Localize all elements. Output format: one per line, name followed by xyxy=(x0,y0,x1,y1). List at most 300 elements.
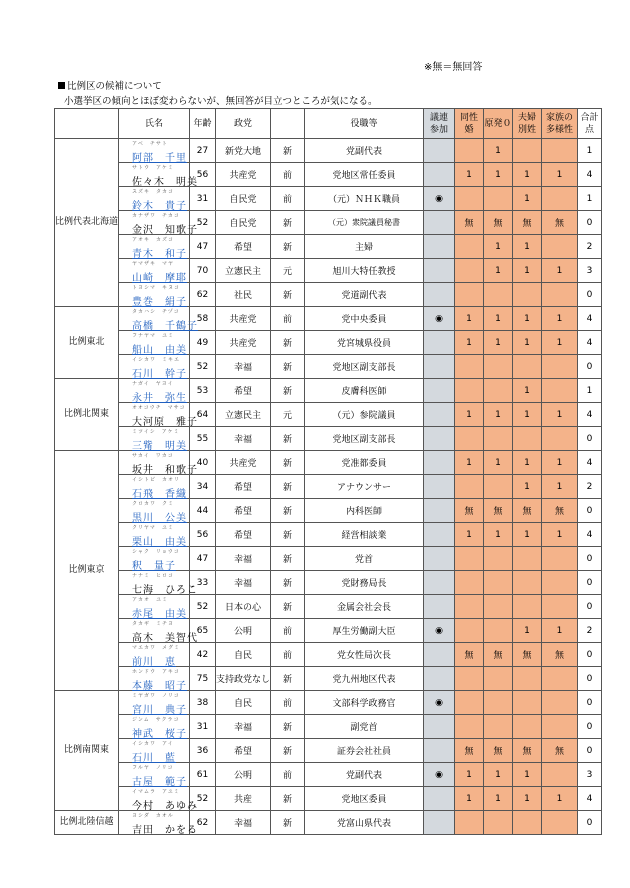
table-row xyxy=(55,307,602,331)
status-cell: 新 xyxy=(271,355,305,379)
fufu-cell: 1 xyxy=(513,163,542,187)
total-cell: 2 xyxy=(578,475,602,499)
fufu-cell: 1 xyxy=(513,331,542,355)
fufu-cell xyxy=(513,571,542,595)
dousei-cell xyxy=(455,187,484,211)
giren-cell xyxy=(424,475,455,499)
genpatsu-cell: 1 xyxy=(484,787,513,811)
fufu-cell: 無 xyxy=(513,643,542,667)
age-cell: 40 xyxy=(190,451,216,475)
total-cell: 0 xyxy=(578,355,602,379)
status-cell: 新 xyxy=(271,739,305,763)
candidate-name: 大河原 雅子 xyxy=(132,417,199,428)
candidate-name-link[interactable]: 鈴木 貴子 xyxy=(132,201,188,212)
fufu-cell: 1 xyxy=(513,523,542,547)
genpatsu-cell: 1 xyxy=(484,451,513,475)
furigana: ミツイシ アケミ xyxy=(132,429,180,435)
genpatsu-cell xyxy=(484,619,513,643)
genpatsu-cell: 1 xyxy=(484,163,513,187)
age-cell: 49 xyxy=(190,331,216,355)
title-cell: （元）ＮＨＫ職員 xyxy=(305,187,424,211)
status-cell: 新 xyxy=(271,331,305,355)
candidate-name-cell[interactable] xyxy=(119,187,190,211)
table-body xyxy=(55,139,602,835)
table-row xyxy=(55,739,602,763)
age-cell: 47 xyxy=(190,547,216,571)
status-cell: 新 xyxy=(271,499,305,523)
giren-cell xyxy=(424,523,455,547)
dousei-cell xyxy=(455,691,484,715)
candidate-name-cell[interactable] xyxy=(119,379,190,403)
total-cell: 4 xyxy=(578,331,602,355)
giren-cell xyxy=(424,163,455,187)
age-cell: 47 xyxy=(190,235,216,259)
kazoku-cell xyxy=(542,763,578,787)
candidate-name-cell[interactable] xyxy=(119,643,190,667)
genpatsu-cell: 無 xyxy=(484,739,513,763)
party-cell: 共産 xyxy=(216,787,271,811)
title-cell: 党女性局次長 xyxy=(305,643,424,667)
fufu-cell: 1 xyxy=(513,235,542,259)
candidate-name-cell[interactable] xyxy=(119,739,190,763)
party-cell: 立憲民主 xyxy=(216,403,271,427)
total-cell: 1 xyxy=(578,187,602,211)
giren-cell xyxy=(424,547,455,571)
giren-cell xyxy=(424,235,455,259)
status-cell: 新 xyxy=(271,667,305,691)
legend-note: ※無＝無回答 xyxy=(424,62,483,73)
candidate-name-link[interactable]: 栗山 由美 xyxy=(132,537,188,548)
kazoku-cell: 1 xyxy=(542,523,578,547)
header-genpatsu: 原発０ xyxy=(484,109,513,139)
furigana: シャク リョウコ xyxy=(132,549,180,555)
furigana: イマムラ アユミ xyxy=(132,789,180,795)
table-row xyxy=(55,355,602,379)
kazoku-cell: 1 xyxy=(542,403,578,427)
fufu-cell: 無 xyxy=(513,499,542,523)
table-row xyxy=(55,427,602,451)
status-cell: 新 xyxy=(271,475,305,499)
age-cell: 70 xyxy=(190,259,216,283)
candidate-name-link[interactable]: 永井 弥生 xyxy=(132,393,188,404)
party-cell: 希望 xyxy=(216,739,271,763)
section-title xyxy=(58,78,162,92)
party-cell: 自民 xyxy=(216,691,271,715)
total-cell: 4 xyxy=(578,787,602,811)
title-cell: 党道副代表 xyxy=(305,283,424,307)
furigana: アカオ ユミ xyxy=(132,597,168,603)
block-name: 比例東京 xyxy=(55,451,119,691)
genpatsu-cell: 1 xyxy=(484,139,513,163)
kazoku-cell: 1 xyxy=(542,475,578,499)
candidate-name-link[interactable]: 三觜 明美 xyxy=(132,441,188,452)
giren-cell xyxy=(424,331,455,355)
furigana: マエカワ メグミ xyxy=(132,645,181,651)
block-name: 比例北陸信越 xyxy=(55,811,119,835)
age-cell: 58 xyxy=(190,307,216,331)
table-row xyxy=(55,547,602,571)
header-fufu xyxy=(513,109,542,139)
fufu-cell xyxy=(513,595,542,619)
age-cell: 38 xyxy=(190,691,216,715)
kazoku-cell: 無 xyxy=(542,739,578,763)
giren-cell xyxy=(424,379,455,403)
title-cell: 党九州地区代表 xyxy=(305,667,424,691)
total-cell: 0 xyxy=(578,499,602,523)
table-row xyxy=(55,451,602,475)
candidate-name-cell[interactable] xyxy=(119,355,190,379)
candidate-name-cell[interactable] xyxy=(119,235,190,259)
fufu-cell xyxy=(513,691,542,715)
candidate-name-link[interactable]: 宮川 典子 xyxy=(132,705,188,716)
age-cell: 62 xyxy=(190,811,216,835)
giren-cell xyxy=(424,451,455,475)
age-cell: 62 xyxy=(190,283,216,307)
header-block xyxy=(55,109,119,139)
title-cell: 内科医師 xyxy=(305,499,424,523)
table-row xyxy=(55,163,602,187)
candidate-name-cell[interactable] xyxy=(119,475,190,499)
status-cell: 新 xyxy=(271,787,305,811)
status-cell: 新 xyxy=(271,427,305,451)
age-cell: 42 xyxy=(190,643,216,667)
title-cell: 党副代表 xyxy=(305,763,424,787)
candidate-name-cell[interactable] xyxy=(119,307,199,332)
title-cell: 党中央委員 xyxy=(305,307,424,331)
status-cell: 新 xyxy=(271,211,305,235)
dousei-cell xyxy=(455,379,484,403)
candidate-name-cell[interactable] xyxy=(119,763,190,787)
dousei-cell xyxy=(455,667,484,691)
candidate-name-cell[interactable] xyxy=(119,283,190,307)
age-cell: 34 xyxy=(190,475,216,499)
dousei-cell: 1 xyxy=(455,403,484,427)
giren-cell xyxy=(424,211,455,235)
furigana: イシトビ カオリ xyxy=(132,477,181,483)
total-cell: 0 xyxy=(578,715,602,739)
giren-cell xyxy=(424,811,455,835)
age-cell: 61 xyxy=(190,763,216,787)
dousei-cell: 無 xyxy=(455,211,484,235)
total-cell: 0 xyxy=(578,595,602,619)
title-cell: 旭川大特任教授 xyxy=(305,259,424,283)
candidate-name: 金沢 知歌子 xyxy=(132,225,199,236)
genpatsu-cell xyxy=(484,667,513,691)
status-cell: 新 xyxy=(271,451,305,475)
genpatsu-cell xyxy=(484,379,513,403)
table-row xyxy=(55,811,602,835)
title-cell: 党副代表 xyxy=(305,139,424,163)
kazoku-cell xyxy=(542,283,578,307)
kazoku-cell: 1 xyxy=(542,163,578,187)
title-cell: 党地区委員 xyxy=(305,787,424,811)
candidate-name: 吉田 かをる xyxy=(132,825,199,836)
fufu-cell xyxy=(513,355,542,379)
block-name: 比例代表北海道 xyxy=(55,139,119,307)
fufu-cell xyxy=(513,667,542,691)
title-cell: 証券会社社員 xyxy=(305,739,424,763)
table-row xyxy=(55,475,602,499)
block-name: 比例南関東 xyxy=(55,691,119,811)
candidate-name: 高木 美智代 xyxy=(132,633,199,644)
party-cell: 共産党 xyxy=(216,451,271,475)
title-cell: 党富山県代表 xyxy=(305,811,424,835)
candidate-name-link[interactable]: 釈 量子 xyxy=(132,561,177,572)
table-row xyxy=(55,523,602,547)
genpatsu-cell xyxy=(484,283,513,307)
dousei-cell: 1 xyxy=(455,787,484,811)
giren-cell xyxy=(424,571,455,595)
candidate-name-cell[interactable] xyxy=(119,427,190,451)
dousei-cell xyxy=(455,355,484,379)
fufu-cell xyxy=(513,715,542,739)
genpatsu-cell xyxy=(484,187,513,211)
status-cell: 元 xyxy=(271,259,305,283)
candidate-name-cell[interactable] xyxy=(119,715,190,739)
party-cell: 幸福 xyxy=(216,811,271,835)
total-cell: 0 xyxy=(578,811,602,835)
title-cell: 文部科学政務官 xyxy=(305,691,424,715)
table-row xyxy=(55,571,602,595)
candidate-name-link[interactable]: 石川 幹子 xyxy=(132,369,188,380)
total-cell: 0 xyxy=(578,547,602,571)
table-row xyxy=(55,259,602,283)
genpatsu-cell: 1 xyxy=(484,523,513,547)
giren-cell xyxy=(424,403,455,427)
genpatsu-cell: 無 xyxy=(484,211,513,235)
dousei-cell: 無 xyxy=(455,499,484,523)
genpatsu-cell: 1 xyxy=(484,259,513,283)
dousei-cell xyxy=(455,259,484,283)
candidate-name-link[interactable]: 高橋 千鶴子 xyxy=(132,321,199,332)
header-dousei xyxy=(455,109,484,139)
status-cell: 新 xyxy=(271,235,305,259)
furigana: イシカワ アイ xyxy=(132,741,174,747)
furigana: ジンム サクラコ xyxy=(132,717,180,723)
status-cell: 新 xyxy=(271,379,305,403)
candidate-name-link[interactable]: 阿部 千里 xyxy=(132,153,188,164)
fufu-cell: 1 xyxy=(513,763,542,787)
dousei-cell xyxy=(455,547,484,571)
age-cell: 31 xyxy=(190,715,216,739)
candidate-name-cell xyxy=(119,787,199,812)
candidate-name-cell[interactable] xyxy=(119,259,190,283)
candidate-name-link[interactable]: 前川 恵 xyxy=(132,657,177,668)
kazoku-cell xyxy=(542,595,578,619)
furigana: クロカワ クミ xyxy=(132,501,175,507)
party-cell: 自民党 xyxy=(216,211,271,235)
table-row xyxy=(55,715,602,739)
kazoku-cell xyxy=(542,715,578,739)
genpatsu-cell: 1 xyxy=(484,235,513,259)
genpatsu-cell xyxy=(484,355,513,379)
header-status xyxy=(271,109,305,139)
dousei-cell: 1 xyxy=(455,763,484,787)
candidate-name-link[interactable]: 青木 和子 xyxy=(132,249,188,260)
party-cell: 希望 xyxy=(216,475,271,499)
age-cell: 56 xyxy=(190,163,216,187)
fufu-cell: 1 xyxy=(513,379,542,403)
giren-cell xyxy=(424,787,455,811)
furigana: ミヤガワ ノリコ xyxy=(132,693,180,699)
status-cell: 前 xyxy=(271,187,305,211)
furigana: アベ チサト xyxy=(132,141,168,147)
title-cell: 党宮城県役員 xyxy=(305,331,424,355)
furigana: サトウ アケミ xyxy=(132,165,174,171)
status-cell: 新 xyxy=(271,547,305,571)
header-fufu-text: 夫婦別姓 xyxy=(518,112,537,135)
giren-cell: ◉ xyxy=(424,619,455,643)
title-cell: 皮膚科医師 xyxy=(305,379,424,403)
age-cell: 75 xyxy=(190,667,216,691)
furigana: アオキ カズコ xyxy=(132,237,174,243)
candidate-name-link[interactable]: 本藤 昭子 xyxy=(132,681,188,692)
total-cell: 0 xyxy=(578,691,602,715)
total-cell: 4 xyxy=(578,451,602,475)
kazoku-cell: 1 xyxy=(542,331,578,355)
candidate-name-link[interactable]: 黒川 公美 xyxy=(132,513,188,524)
dousei-cell xyxy=(455,595,484,619)
kazoku-cell xyxy=(542,547,578,571)
title-cell: （元）参院議員 xyxy=(305,403,424,427)
fufu-cell: 無 xyxy=(513,211,542,235)
header-name: 氏名 xyxy=(119,109,190,139)
kazoku-cell: 無 xyxy=(542,499,578,523)
total-cell: 0 xyxy=(578,211,602,235)
candidate-name-cell xyxy=(119,811,199,836)
candidate-name-cell[interactable] xyxy=(119,523,190,547)
candidate-name-cell[interactable] xyxy=(119,139,190,163)
giren-cell xyxy=(424,259,455,283)
table-row xyxy=(55,643,602,667)
party-cell: 幸福 xyxy=(216,355,271,379)
fufu-cell xyxy=(513,811,542,835)
party-cell: 自民 xyxy=(216,643,271,667)
status-cell: 新 xyxy=(271,283,305,307)
header-kazoku-text: 家族の多様性 xyxy=(546,112,574,135)
table-row xyxy=(55,667,602,691)
giren-cell: ◉ xyxy=(424,307,455,331)
title-cell: 党地区副支部長 xyxy=(305,355,424,379)
kazoku-cell: 無 xyxy=(542,643,578,667)
candidate-table xyxy=(54,108,602,835)
party-cell: 希望 xyxy=(216,235,271,259)
candidate-name-cell xyxy=(119,619,199,644)
candidate-name-cell[interactable] xyxy=(119,499,190,523)
party-cell: 共産党 xyxy=(216,307,271,331)
candidate-name-link[interactable]: 豊巻 絹子 xyxy=(132,297,188,308)
fufu-cell xyxy=(513,547,542,571)
furigana: ヤマザキ マヤ xyxy=(132,261,175,267)
header-title: 役職等 xyxy=(305,109,424,139)
genpatsu-cell: 無 xyxy=(484,643,513,667)
furigana: フルヤ ノリコ xyxy=(132,765,174,771)
age-cell: 52 xyxy=(190,787,216,811)
candidate-name-link[interactable]: 古屋 範子 xyxy=(132,777,188,788)
table-row xyxy=(55,403,602,427)
age-cell: 52 xyxy=(190,211,216,235)
kazoku-cell xyxy=(542,667,578,691)
candidate-name-cell[interactable] xyxy=(119,547,190,571)
title-cell: 党地区副支部長 xyxy=(305,427,424,451)
party-cell: 公明 xyxy=(216,763,271,787)
candidate-name-cell[interactable] xyxy=(119,595,190,619)
status-cell: 前 xyxy=(271,643,305,667)
header-giren-text: 議連参加 xyxy=(430,112,449,135)
fufu-cell: 1 xyxy=(513,787,542,811)
status-cell: 新 xyxy=(271,139,305,163)
candidate-name-link[interactable]: 石川 藍 xyxy=(132,753,177,764)
genpatsu-cell: 1 xyxy=(484,307,513,331)
header-age: 年齢 xyxy=(190,109,216,139)
status-cell: 新 xyxy=(271,811,305,835)
title-cell: 主婦 xyxy=(305,235,424,259)
kazoku-cell xyxy=(542,355,578,379)
title-cell: 経営相談業 xyxy=(305,523,424,547)
party-cell: 幸福 xyxy=(216,571,271,595)
furigana: クリヤマ ユミ xyxy=(132,525,174,531)
genpatsu-cell: 1 xyxy=(484,403,513,427)
kazoku-cell: 無 xyxy=(542,211,578,235)
total-cell: 3 xyxy=(578,763,602,787)
title-cell: 党准都委員 xyxy=(305,451,424,475)
fufu-cell: 1 xyxy=(513,307,542,331)
kazoku-cell: 1 xyxy=(542,787,578,811)
candidate-name-link[interactable]: 石飛 香織 xyxy=(132,489,188,500)
kazoku-cell xyxy=(542,691,578,715)
candidate-name-link[interactable]: 神武 桜子 xyxy=(132,729,188,740)
total-cell: 0 xyxy=(578,571,602,595)
title-cell: 金属会社会長 xyxy=(305,595,424,619)
candidate-name-link[interactable]: 赤尾 由美 xyxy=(132,609,188,620)
giren-cell xyxy=(424,715,455,739)
age-cell: 36 xyxy=(190,739,216,763)
candidate-name: 七海 ひろこ xyxy=(132,585,199,596)
header-giren xyxy=(424,109,455,139)
title-cell: （元）衆院議員秘書 xyxy=(305,211,424,235)
status-cell: 新 xyxy=(271,571,305,595)
age-cell: 33 xyxy=(190,571,216,595)
candidate-name: 今村 あゆみ xyxy=(132,801,199,812)
table-row xyxy=(55,331,602,355)
candidate-name-cell[interactable] xyxy=(119,331,190,355)
giren-cell xyxy=(424,139,455,163)
fufu-cell: 無 xyxy=(513,739,542,763)
candidate-name-link[interactable]: 山崎 摩耶 xyxy=(132,273,188,284)
party-cell: 幸福 xyxy=(216,427,271,451)
candidate-name-cell[interactable] xyxy=(119,667,190,691)
total-cell: 1 xyxy=(578,139,602,163)
genpatsu-cell xyxy=(484,595,513,619)
dousei-cell: 1 xyxy=(455,331,484,355)
party-cell: 希望 xyxy=(216,379,271,403)
candidate-name-link[interactable]: 船山 由美 xyxy=(132,345,188,356)
status-cell: 前 xyxy=(271,307,305,331)
table-row xyxy=(55,379,602,403)
bullet-square-icon xyxy=(58,82,65,89)
candidate-name-cell[interactable] xyxy=(119,691,190,715)
dousei-cell xyxy=(455,571,484,595)
age-cell: 27 xyxy=(190,139,216,163)
total-cell: 4 xyxy=(578,163,602,187)
kazoku-cell: 1 xyxy=(542,259,578,283)
age-cell: 53 xyxy=(190,379,216,403)
title-cell: 党地区常任委員 xyxy=(305,163,424,187)
total-cell: 4 xyxy=(578,403,602,427)
party-cell: 支持政党なし xyxy=(216,667,271,691)
genpatsu-cell xyxy=(484,475,513,499)
kazoku-cell: 1 xyxy=(542,307,578,331)
